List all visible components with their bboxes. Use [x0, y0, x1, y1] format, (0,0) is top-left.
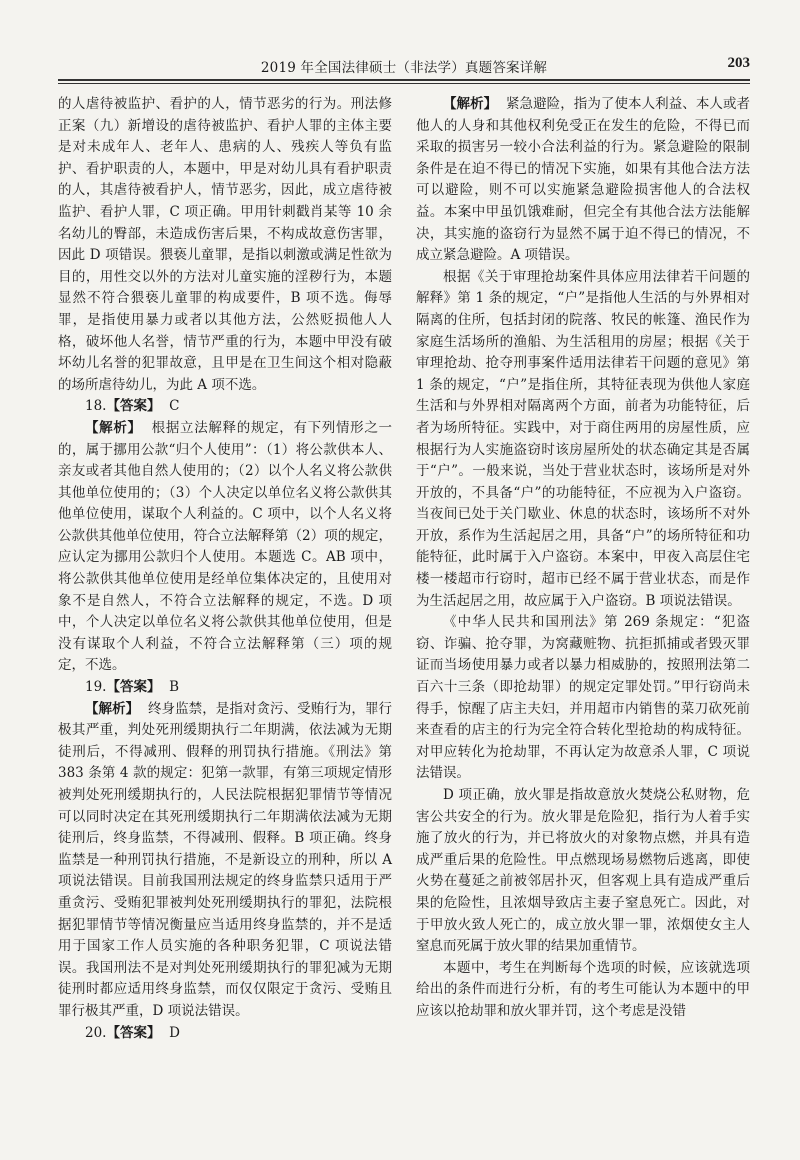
- q20-analysis-text-a: 紧急避险，指为了使本人利益、本人或者他人的人身和其他权利免受正在发生的危险，不得已而采取的损害另一较小合法利益的行为。紧急避险的限制条件是在迫不得已的情况下实施，如果有其他合法方法可以避险，则不可以实施紧急避险损害他人的合法权益。本案中甲虽饥饿难耐，但完全有其他合法方法能解决，其实施的盗窃行为显然不属于迫不得已的情况，不成立紧急避险。A 项错误。: [416, 96, 751, 264]
- q19-answer: B: [169, 679, 179, 696]
- q19-analysis-label: 【解析】: [85, 700, 140, 717]
- q18-answer-label: 【答案】: [106, 398, 161, 415]
- q20-analysis-option-b: 根据《关于审理抢劫案件具体应用法律若干问题的解释》第 1 条的规定，“户”是指他人生活的与外界相对隔离的住所，包括封闭的院落、牧民的帐篷、渔民作为家庭生活场所的渔船、为生活租用的房屋；根据《关于审理抢劫、抢夺刑事案件适用法律若干问题的意见》第 1 条的规定，“户”是指住所，其特征表现为供他人家庭生活和与外界相对隔离两个方面，前者为功能特征，后者为场所特征。实践中，对于商住两用的房屋性质，应根据行为人实施盗窃时该房屋所处的状态确定其是否属于“户”。一般来说，当处于营业状态时，该场所是对外开放的，不具备“户”的功能特征，不应视为入户盗窃。当夜间已处于关门歇业、休息的状态时，该场所不对外开放，系作为生活起居之用，具备“户”的场所特征和功能特征，此时属于入户盗窃。本案中，甲夜入高层住宅楼一楼超市行窃时，超市已经不属于营业状态，而是作为生活起居之用，故应属于入户盗窃。B 项说法错误。: [416, 268, 750, 609]
- q19-answer-line: [58, 677, 392, 699]
- q20-number: 20.: [85, 1024, 107, 1041]
- q20-analysis-option-d: D 项正确，放火罪是指故意放火焚烧公私财物，危害公共安全的行为。放火罪是危险犯，指行为人着手实施了放火的行为，并已将放火的对象物点燃，并具有造成严重后果的危险性。甲点燃现场易燃物后逃离，即使火势在蔓延之前被邻居扑灭，但客观上具有造成严重后果的危险性，且浓烟导致店主妻子窒息死亡。因此，对于甲放火致人死亡的，成立放火罪一罪，浓烟使女主人窒息而死属于放火罪的结果加重情节。: [416, 787, 750, 955]
- q19-analysis: [58, 699, 392, 1023]
- q19-answer-label: 【答案】: [106, 679, 161, 696]
- header-rule-thin: [58, 83, 750, 84]
- header-rule-thick: [58, 79, 750, 81]
- left-column: [58, 94, 392, 1044]
- q18-analysis-label: 【解析】: [85, 419, 142, 436]
- q19-number: 19.: [85, 679, 107, 696]
- q20-analysis-label: 【解析】: [443, 96, 498, 112]
- q20-analysis-option-a: [416, 94, 750, 267]
- q20-answer-line: [58, 1023, 392, 1045]
- q18-number: 18.: [85, 398, 107, 415]
- q20-analysis-option-c: 《中华人民共和国刑法》第 269 条规定：“犯盗窃、诈骗、抢夺罪，为窝藏赃物、抗拒抓捕或者毁灭罪证而当场使用暴力或者以暴力相威胁的，按照刑法第二百六十三条（即抢劫罪）的规定定罪处罚。”甲行窃尚未得手，惊醒了店主夫妇，并用超市内销售的菜刀砍死前来查看的店主的行为完全符合转化型抢劫的构成特征。对甲应转化为抢劫罪，不再认定为故意杀人罪，C 项说法错误。: [416, 614, 750, 782]
- header-title: 2019 年全国法律硕士（非法学）真题答案详解: [260, 60, 548, 76]
- q20-analysis-note: 本题中，考生在判断每个选项的时候，应该就选项给出的条件而进行分析，有的考生可能认为本题中的甲应该以抢劫罪和放火罪并罚，这个考虑是没错: [416, 959, 750, 1019]
- q18-analysis: [58, 418, 392, 677]
- page-number: 203: [727, 55, 750, 71]
- q18-answer-line: [58, 396, 392, 418]
- q18-analysis-text: 根据立法解释的规定，有下列情形之一的，属于挪用公款“归个人使用”：（1）将公款供本人、亲友或者其他自然人使用的；（2）以个人名义将公款供其他单位使用的；（3）个人决定以单位名义将公款供其他单位使用，谋取个人利益的。C 项中，以个人名义将公款供其他单位使用，符合立法解释第（2）项的规定，应认定为挪用公款归个人使用。本题选 C。AB 项中，将公款供其他单位使用是经单位集体决定的，且使用对象不是自然人，不符合立法解释的规定，不选。D 项中，个人决定以单位名义将公款供其他单位使用，但是没有谋取个人利益，不符合立法解释第（三）项的规定，不选。: [58, 419, 393, 674]
- q19-analysis-text: 终身监禁，是指对贪污、受贿行为，罪行极其严重，判处死刑缓期执行二年期满，依法减为无期徒刑后，不得减刑、假释的刑罚执行措施。《刑法》第 383 条第 4 款的规定：犯第一款罪，有第三项规定情形被判处死刑缓期执行的，人民法院根据犯罪情节等情况可以同时决定在其死刑缓期执行二年期满依法减为无期徒刑后，终身监禁，不得减刑、假释。B 项正确。终身监禁是一种刑罚执行措施，不是新设立的刑种，所以 A 项说法错误。目前我国刑法规定的终身监禁只适用于严重贪污、受贿犯罪被判处死刑缓期执行的罪犯，法院根据犯罪情节等情况衡量应当适用终身监禁的，并不是适用于国家工作人员实施的各种职务犯罪，C 项说法错误。我国刑法不是对判处死刑缓期执行的罪犯减为无期徒刑时都应适用终身监禁，而仅仅限定于贪污、受贿且罪行极其严重，D 项说法错误。: [58, 700, 393, 1019]
- running-header: [58, 56, 750, 78]
- right-column: [416, 94, 750, 1023]
- q20-answer-label: 【答案】: [106, 1024, 161, 1041]
- q17-analysis-continued: 的人虐待被监护、看护的人，情节恶劣的行为。刑法修正案（九）新增设的虐待被监护、看护人罪的主体主要是对未成年人、老年人、患病的人、残疾人等负有监护、看护职责的人，本题中，甲是对幼儿具有看护职责的人，其虐待被看护人，情节恶劣，因此，成立虐待被监护、看护人罪，C 项正确。甲用针刺戳肖某等 10 余名幼儿的臀部，未造成伤害后果，不构成故意伤害罪，因此 D 项错误。猥亵儿童罪，是指以刺激或满足性欲为目的，用性交以外的方法对儿童实施的淫秽行为，本题显然不符合猥亵儿童罪的构成要件，B 项不选。侮辱罪，是指使用暴力或者以其他方法，公然贬损他人人格，破坏他人名誉，情节严重的行为，本题中甲没有破坏幼儿名誉的犯罪故意，且甲是在卫生间这个相对隐蔽的场所虐待幼儿，为此 A 项不选。: [58, 96, 392, 393]
- q18-answer: C: [169, 398, 180, 415]
- q20-answer: D: [169, 1024, 180, 1041]
